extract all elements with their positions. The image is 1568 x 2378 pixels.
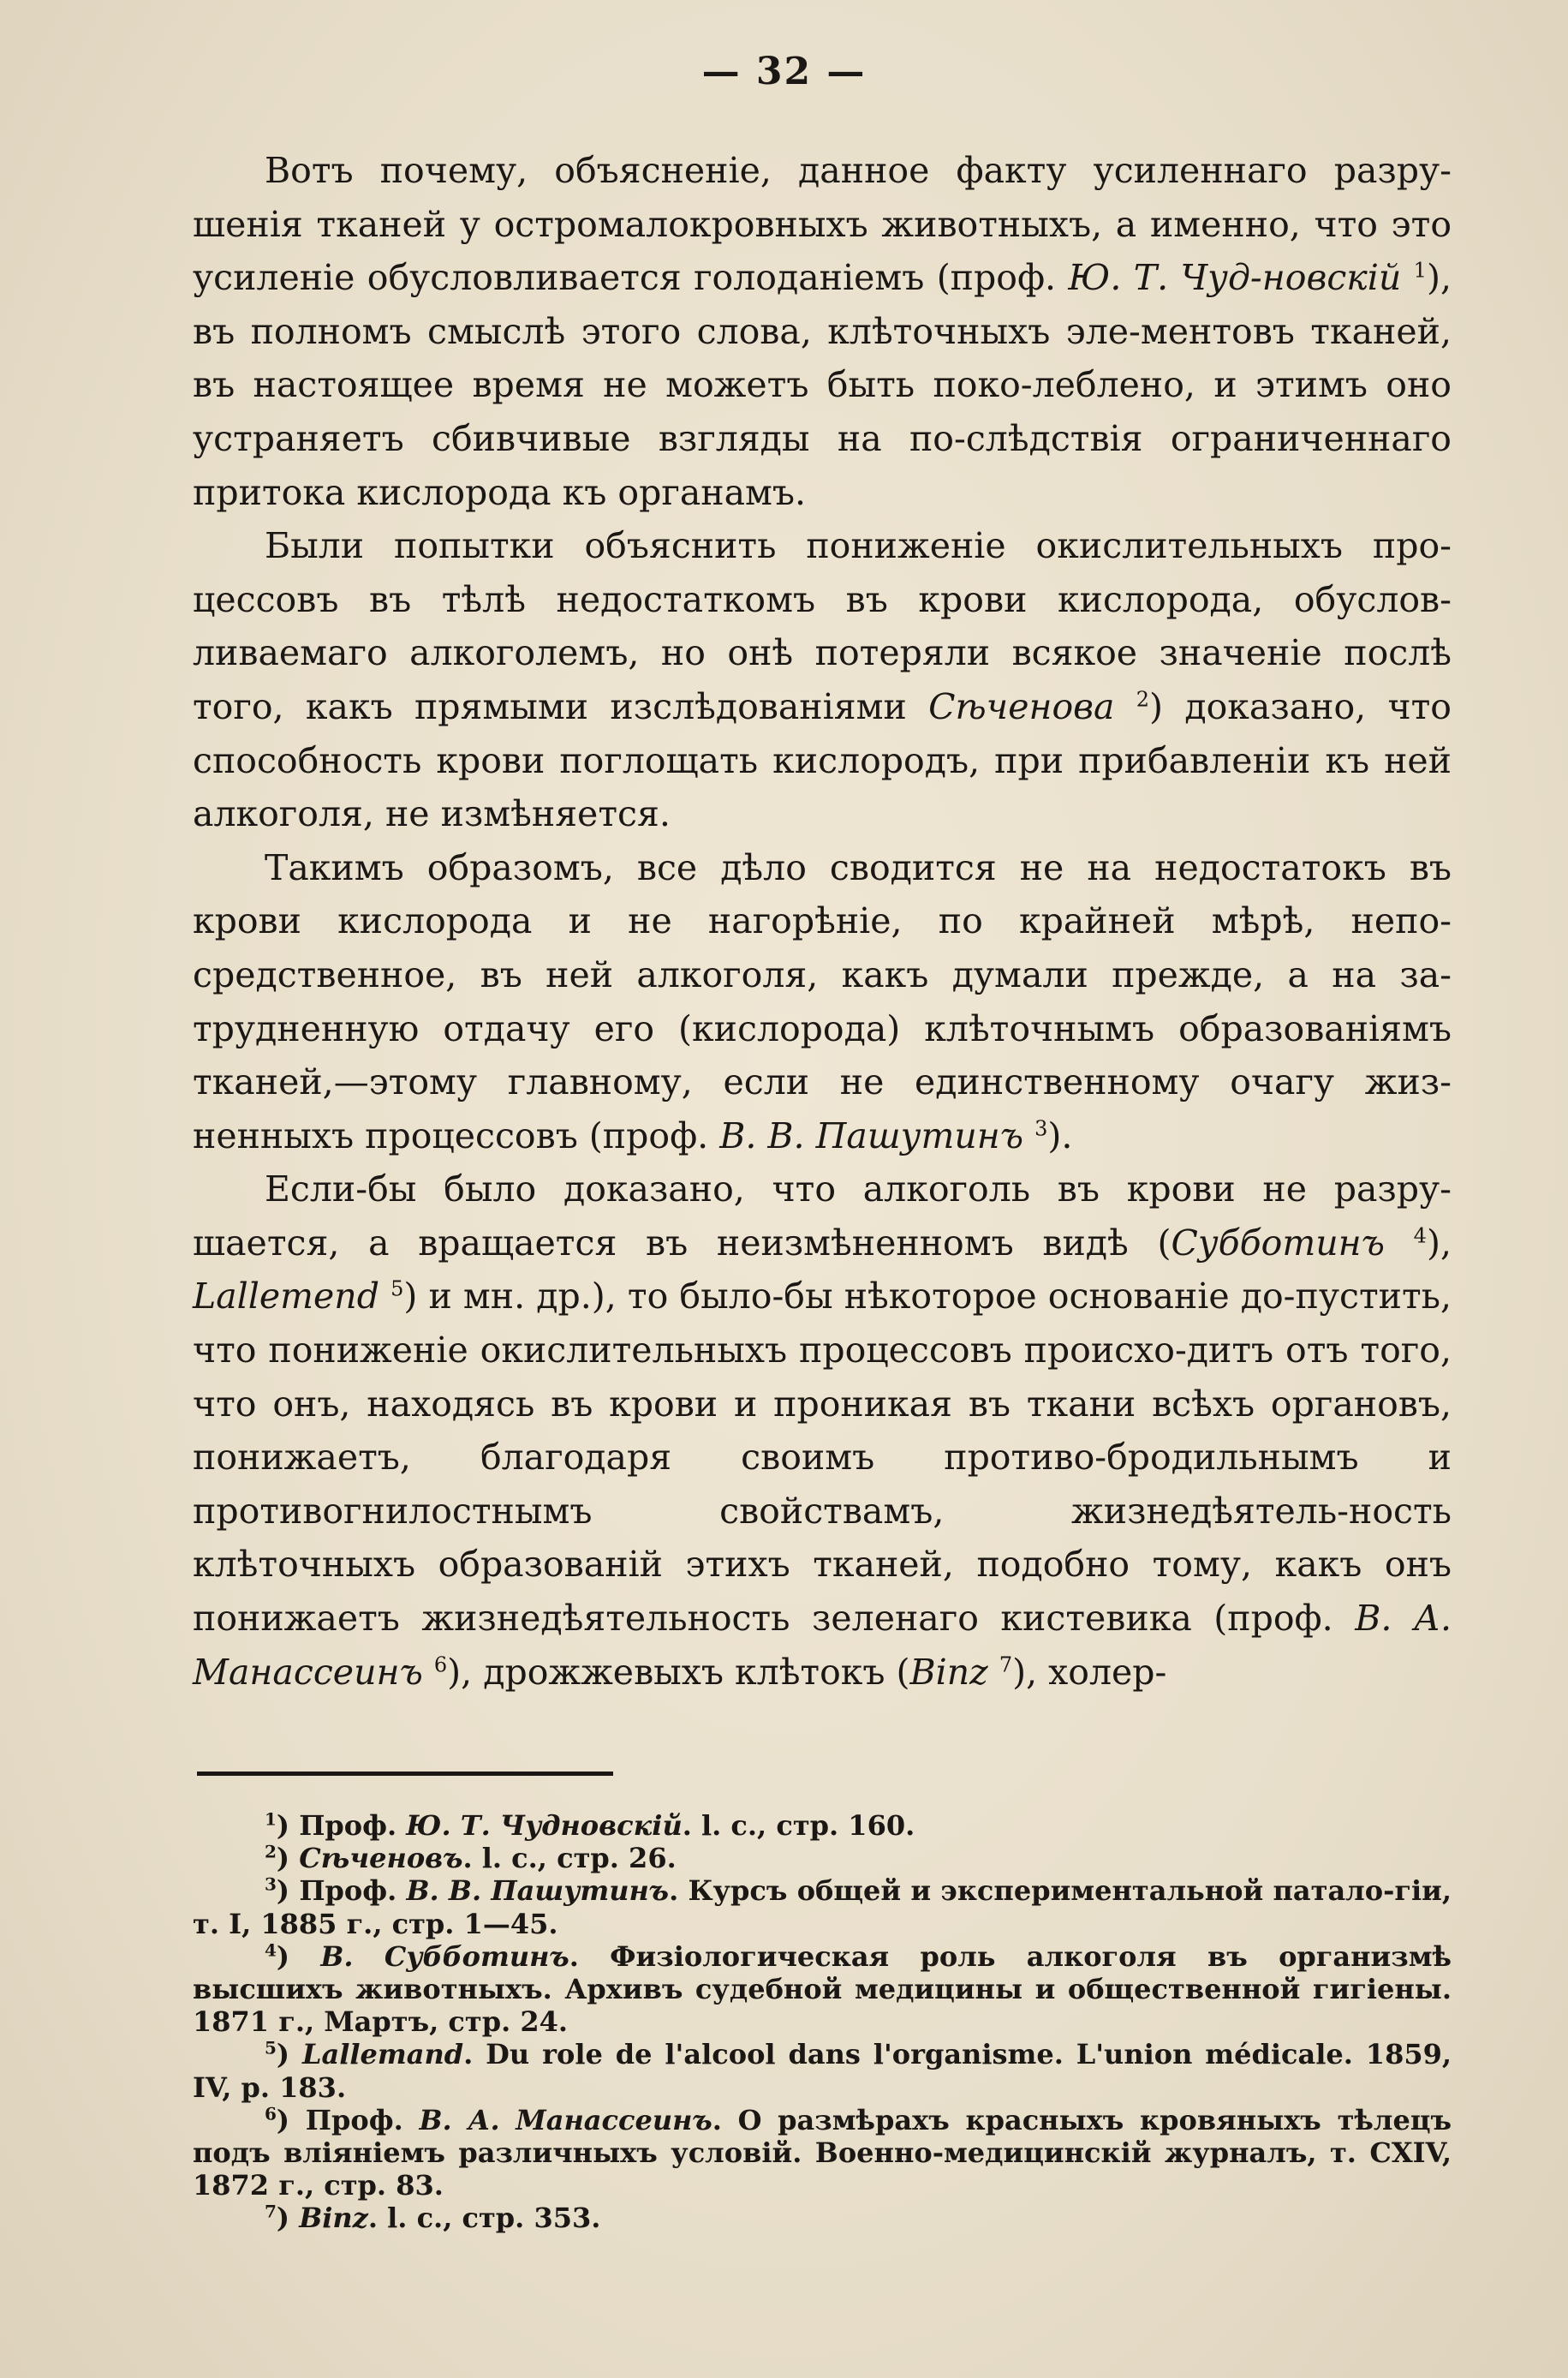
footnote-paren: ) xyxy=(276,2202,300,2235)
footnote xyxy=(193,2202,1452,2234)
paragraph xyxy=(193,519,1452,841)
footnote-paren: ) xyxy=(276,1842,300,1875)
footnote-paren: ) xyxy=(276,1874,300,1908)
footnote xyxy=(193,2038,1452,2103)
italic-name: Binz xyxy=(299,2202,368,2235)
text-run xyxy=(1114,686,1136,727)
italic-name: Сѣченова xyxy=(928,685,1115,727)
text-run: . l. c., стр. 26. xyxy=(462,1842,677,1875)
italic-name: В. В. Пашутинъ xyxy=(406,1874,670,1908)
footnote-marker: 6 xyxy=(265,2103,277,2124)
text-run: ), холер- xyxy=(1012,1651,1167,1693)
footnote xyxy=(193,1874,1452,1939)
italic-name: Сѣченовъ xyxy=(299,1842,463,1875)
footnote-marker: 1 xyxy=(265,1808,277,1830)
text-run: Были попытки объяснить пониженіе окислительныхъ про-цессовъ въ тѣлѣ недостаткомъ въ крови кислорода, обуслов-ливаемаго алкоголемъ, но онѣ потеряли всякое значеніе послѣ того, какъ прямыми изслѣдованіями xyxy=(193,525,1452,727)
page-number: — 32 — xyxy=(701,50,867,93)
text-run: . l. c., стр. 160. xyxy=(682,1809,915,1842)
footnote-ref: 5 xyxy=(391,1276,404,1301)
text-run: Если-бы было доказано, что алкоголь въ крови не разру-шается, а вращается въ неизмѣненномъ видѣ ( xyxy=(193,1168,1452,1264)
text-run: ). xyxy=(1047,1114,1073,1156)
text-run xyxy=(1401,257,1413,298)
text-run xyxy=(1385,1222,1414,1264)
text-run xyxy=(1023,1115,1034,1156)
footnote-marker: 4 xyxy=(265,1939,277,1961)
text-run: ), въ полномъ смыслѣ этого слова, клѣточныхъ эле-ментовъ тканей, въ настоящее время не можетъ быть поко-леблено, и этимъ оно устраняетъ сбивчивые взгляды на по-слѣдствія ограниченнаго притока кислорода къ органамъ. xyxy=(193,257,1452,513)
body-text xyxy=(193,144,1452,1699)
text-run: ), дрожжевыхъ клѣтокъ ( xyxy=(447,1651,910,1693)
footnote-ref: 2 xyxy=(1136,687,1150,712)
footnote-marker: 7 xyxy=(265,2201,277,2222)
footnote-paren: ) xyxy=(276,2038,302,2071)
text-run: . Физіологическая роль алкоголя въ организмѣ высшихъ животныхъ. Архивъ судебной медицины и общественной гигіены. 1871 г., Мартъ, стр. 24. xyxy=(193,1939,1452,2039)
italic-name: В. Субботинъ xyxy=(320,1939,569,1973)
text-run: . Курсъ общей и экспериментальной патало-гіи, т. I, 1885 г., стр. 1—45. xyxy=(193,1874,1452,1940)
text-run xyxy=(423,1652,434,1693)
text-run: Вотъ почему, объясненіе, данное факту усиленнаго разру-шенія тканей у остромалокровныхъ животныхъ, а именно, что это усиленіе обусловливается голоданіемъ (проф. xyxy=(193,150,1452,299)
text-run: . Du role de l'alcool dans l'organisme. L'union médicale. 1859, IV, p. 183. xyxy=(193,2038,1452,2104)
text-run: Проф. xyxy=(299,1809,407,1842)
footnote-marker: 5 xyxy=(265,2037,277,2058)
footnote-ref: 4 xyxy=(1413,1223,1427,1248)
italic-name: Binz xyxy=(909,1651,988,1693)
text-run: Проф. xyxy=(305,2103,420,2136)
italic-name: Lallemend xyxy=(193,1276,379,1317)
text-run xyxy=(988,1652,999,1693)
text-run xyxy=(379,1276,391,1317)
footnote-marker: 3 xyxy=(265,1873,277,1895)
italic-name: Lallemand xyxy=(301,2038,464,2071)
footnote-ref: 3 xyxy=(1034,1116,1048,1141)
footnote-marker: 2 xyxy=(265,1841,277,1862)
text-run: Такимъ образомъ, все дѣло сводится не на недостатокъ въ крови кислорода и не нагорѣніе, по крайней мѣрѣ, непо-средственное, въ ней алкоголя, какъ думали прежде, а на за-трудненную отдачу его (кислорода) клѣточнымъ образованіямъ тканей,—этому главному, если не единственному очагу жиз-ненныхъ процессовъ (проф. xyxy=(193,846,1452,1156)
italic-name: Ю. Т. Чудновскій xyxy=(406,1809,683,1842)
text-run: Проф. xyxy=(299,1874,407,1908)
italic-name: Ю. Т. Чуд-новскій xyxy=(1068,257,1402,299)
footnote-paren: ) xyxy=(276,2103,306,2136)
footnotes xyxy=(193,1809,1452,2235)
italic-name: В. В. Пашутинъ xyxy=(719,1114,1024,1156)
footnote-paren: ) xyxy=(276,1809,300,1842)
footnote xyxy=(193,1842,1452,1874)
footnote xyxy=(193,1940,1452,2039)
text-run: ), xyxy=(1426,1222,1452,1264)
footnote xyxy=(193,2104,1452,2202)
footnote-ref: 1 xyxy=(1413,258,1427,283)
italic-name: В. А. Манассеинъ xyxy=(193,1598,1452,1693)
text-run: ) и мн. др.), то было-бы нѣкоторое основаніе до-пустить, что пониженіе окислительныхъ процессовъ происхо-дитъ отъ того, что онъ, находясь въ крови и проникая въ ткани всѣхъ органовъ, понижаетъ, благодаря своимъ противо-бродильнымъ и противогнилостнымъ свойствамъ, жизнедѣятель-ность клѣточныхъ образованій этихъ тканей, подобно тому, какъ онъ понижаетъ жизнедѣятельность зеленаго кистевика (проф. xyxy=(193,1276,1452,1640)
italic-name: Субботинъ xyxy=(1171,1222,1385,1264)
footnote xyxy=(193,1809,1452,1842)
footnote-ref: 7 xyxy=(999,1652,1013,1676)
footnote-paren: ) xyxy=(276,1939,321,1973)
paragraph xyxy=(193,1162,1452,1699)
paragraph xyxy=(193,144,1452,519)
paragraph xyxy=(193,841,1452,1163)
text-run: . О размѣрахъ красныхъ кровяныхъ тѣлецъ подъ вліяніемъ различныхъ условій. Военно-медицинскій журналъ, т. CXIV, 1872 г., стр. 83. xyxy=(193,2103,1452,2202)
footnote-ref: 6 xyxy=(433,1652,448,1676)
text-run: . l. c., стр. 353. xyxy=(367,2202,601,2235)
italic-name: В. А. Манассеинъ xyxy=(419,2103,712,2136)
footnote-divider xyxy=(197,1772,613,1776)
text-run: ) доказано, что способность крови поглощать кислородъ, при прибавленіи къ ней алкоголя, не измѣняется. xyxy=(193,685,1452,835)
